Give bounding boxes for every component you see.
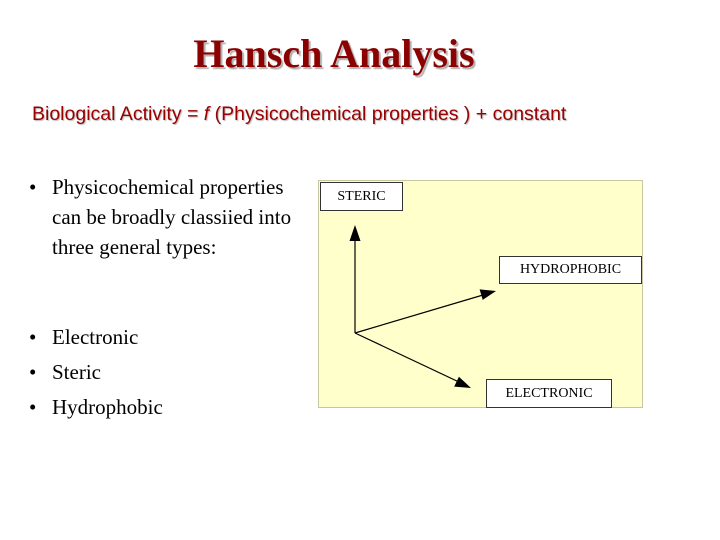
- bullet-icon: •: [29, 360, 37, 384]
- bullet-icon: •: [29, 395, 37, 419]
- equation-suffix: (Physicochemical properties ) + constant: [209, 103, 567, 125]
- electronic-axis-line: [355, 333, 459, 382]
- list-item: [20, 390, 315, 425]
- page-title: Hansch Analysis: [193, 31, 475, 76]
- list-item: [20, 172, 315, 262]
- list-item-text: Steric: [52, 360, 101, 384]
- hydrophobic-label: HYDROPHOBIC: [499, 256, 642, 284]
- bullet-icon: •: [29, 325, 37, 349]
- hydrophobic-arrowhead-icon: [480, 289, 496, 300]
- steric-label: STERIC: [320, 182, 403, 211]
- property-axes-diagram: [318, 180, 643, 408]
- list-item-text: Electronic: [52, 325, 139, 349]
- hydrophobic-axis-line: [355, 295, 483, 333]
- electronic-arrowhead-icon: [454, 377, 471, 388]
- list-item: [20, 355, 315, 390]
- electronic-label: ELECTRONIC: [486, 379, 612, 408]
- property-types-list: [20, 320, 315, 425]
- axes-svg: [319, 181, 644, 409]
- equation-function-symbol: f: [203, 103, 210, 125]
- intro-bullet-list: [20, 172, 315, 262]
- list-item: [20, 320, 315, 355]
- hansch-equation: [32, 104, 632, 125]
- steric-arrowhead-icon: [350, 225, 361, 241]
- list-item-text: Physicochemical properties can be broadly classiied into three general types:: [52, 175, 292, 259]
- equation-prefix: Biological Activity =: [32, 103, 204, 125]
- bullet-icon: •: [29, 175, 37, 199]
- list-item-text: Hydrophobic: [52, 395, 163, 419]
